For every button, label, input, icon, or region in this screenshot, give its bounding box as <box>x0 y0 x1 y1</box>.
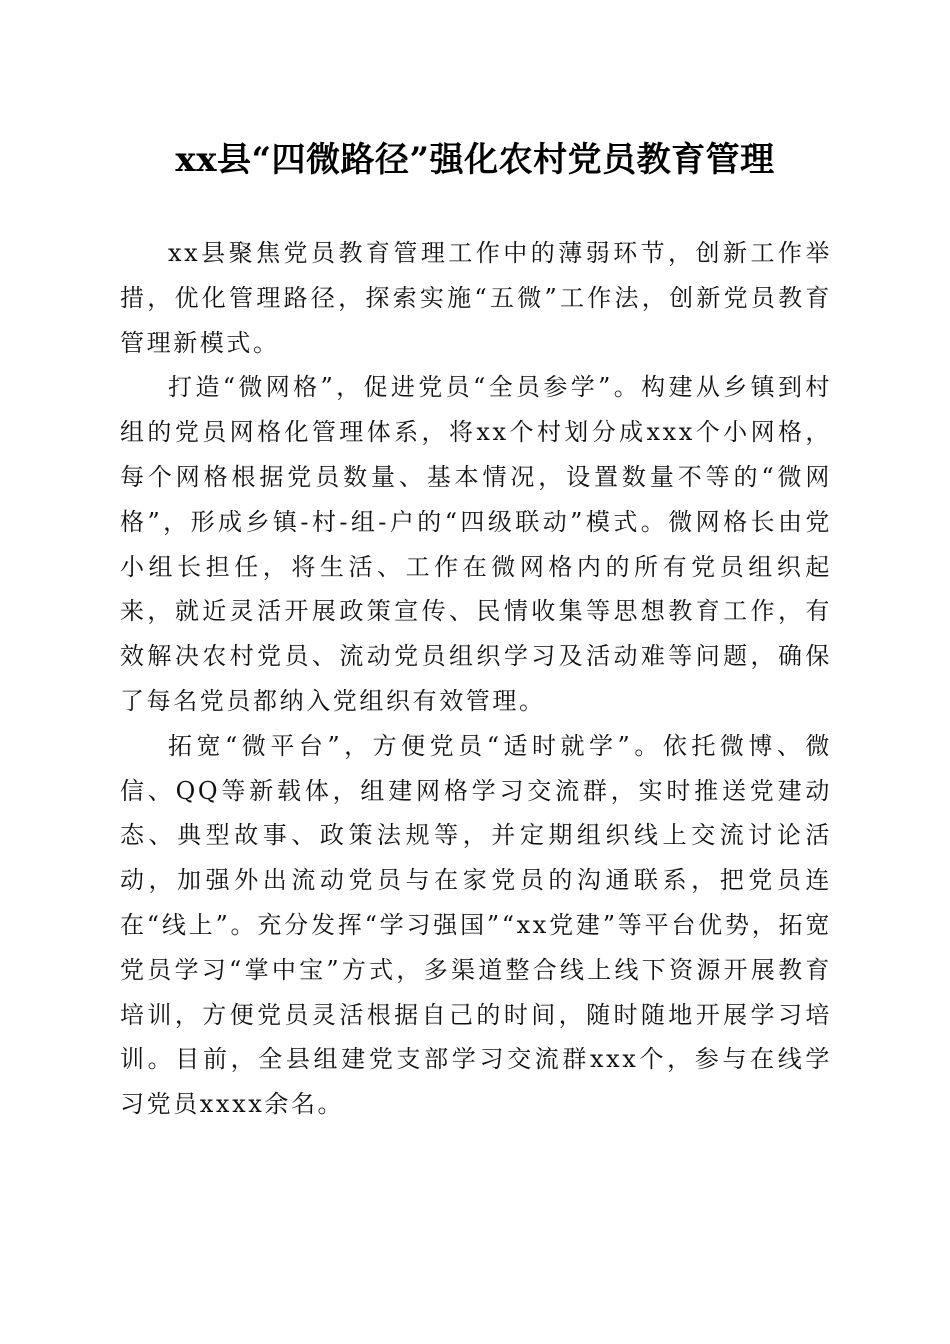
paragraph-micro-grid: 打造“微网格”，促进党员“全员参学”。构建从乡镇到村组的党员网格化管理体系，将xx个村划分成xxx个小网格，每个网格根据党员数量、基本情况，设置数量不等的“微网格”，形成乡镇-村-组-户的“四级联动”模式。微网格长由党小组长担任，将生活、工作在微网格内的所有党员组织起来，就近灵活开展政策宣传、民情收集等思想教育工作，有效解决农村党员、流动党员组织学习及活动难等问题，确保了每名党员都纳入党组织有效管理。 <box>120 373 832 715</box>
document-body <box>120 231 832 1127</box>
paragraph-intro: xx县聚焦党员教育管理工作中的薄弱环节，创新工作举措，优化管理路径，探索实施“五微”工作法，创新党员教育管理新模式。 <box>120 239 832 357</box>
document-title: xx县“四微路径”强化农村党员教育管理 <box>175 140 775 180</box>
paragraph-micro-platform: 拓宽“微平台”，方便党员“适时就学”。依托微博、微信、QQ等新载体，组建网格学习交流群，实时推送党建动态、典型故事、政策法规等，并定期组织线上交流讨论活动，加强外出流动党员与在家党员的沟通联系，把党员连在“线上”。充分发挥“学习强国”“xx党建”等平台优势，拓宽党员学习“掌中宝”方式，多渠道整合线上线下资源开展教育培训，方便党员灵活根据自己的时间，随时随地开展学习培训。目前，全县组建党支部学习交流群xxx个，参与在线学习党员xxxx余名。 <box>120 731 832 1119</box>
